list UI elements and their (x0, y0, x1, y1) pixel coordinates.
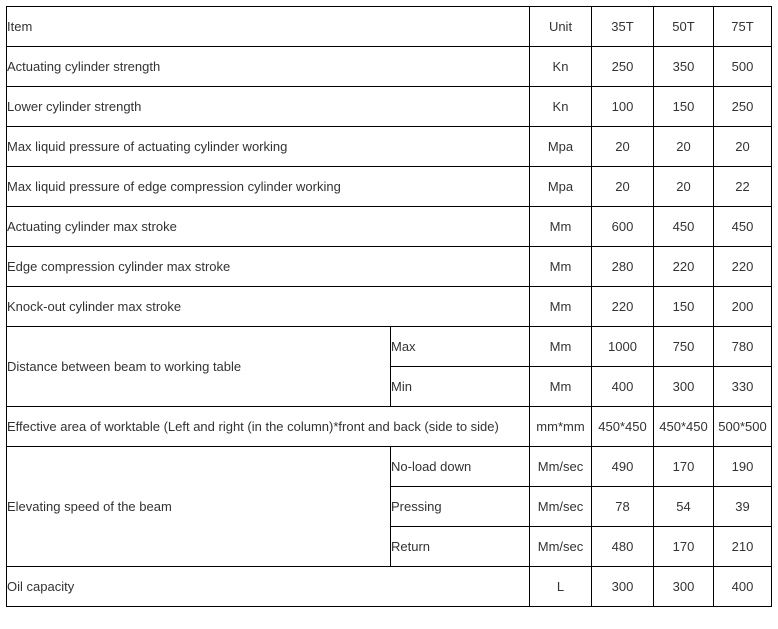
row-value: 1000 (592, 327, 654, 367)
row-value: 250 (714, 87, 772, 127)
row-unit: Kn (530, 87, 592, 127)
header-item: Item (7, 7, 530, 47)
row-item: Edge compression cylinder max stroke (7, 247, 530, 287)
row-unit: Mm (530, 207, 592, 247)
row-value: 600 (592, 207, 654, 247)
row-value: 750 (654, 327, 714, 367)
row-value: 400 (592, 367, 654, 407)
table-row (7, 47, 772, 87)
row-value: 350 (654, 47, 714, 87)
row-item: Actuating cylinder max stroke (7, 207, 530, 247)
row-unit: mm*mm (530, 407, 592, 447)
speed-item: Elevating speed of the beam (7, 447, 391, 567)
row-unit: Mm (530, 327, 592, 367)
row-item: Knock-out cylinder max stroke (7, 287, 530, 327)
row-value: 210 (714, 527, 772, 567)
row-item: Max liquid pressure of edge compression cylinder working (7, 167, 530, 207)
row-value: 220 (714, 247, 772, 287)
row-unit: Mm (530, 287, 592, 327)
row-value: 20 (654, 167, 714, 207)
header-model-35t: 35T (592, 7, 654, 47)
distance-sub-label: Max (391, 327, 530, 367)
row-item: Lower cylinder strength (7, 87, 530, 127)
row-value: 20 (714, 127, 772, 167)
speed-sub-label: Return (391, 527, 530, 567)
header-row (7, 7, 772, 47)
row-unit: Kn (530, 47, 592, 87)
row-value: 480 (592, 527, 654, 567)
row-value: 20 (654, 127, 714, 167)
row-value: 220 (654, 247, 714, 287)
row-value: 20 (592, 127, 654, 167)
row-value: 20 (592, 167, 654, 207)
header-unit: Unit (530, 7, 592, 47)
row-unit: Mm (530, 247, 592, 287)
distance-item: Distance between beam to working table (7, 327, 391, 407)
table-row (7, 127, 772, 167)
row-value: 22 (714, 167, 772, 207)
row-value: 450 (654, 207, 714, 247)
speed-sub-label: No-load down (391, 447, 530, 487)
row-value: 250 (592, 47, 654, 87)
row-unit: Mm/sec (530, 447, 592, 487)
row-value: 450*450 (654, 407, 714, 447)
row-value: 100 (592, 87, 654, 127)
row-value: 500*500 (714, 407, 772, 447)
row-unit: Mpa (530, 127, 592, 167)
row-value: 190 (714, 447, 772, 487)
row-value: 200 (714, 287, 772, 327)
row-value: 280 (592, 247, 654, 287)
speed-sub-label: Pressing (391, 487, 530, 527)
row-unit: L (530, 567, 592, 607)
spec-table (6, 6, 772, 607)
row-value: 490 (592, 447, 654, 487)
row-value: 170 (654, 447, 714, 487)
header-model-75t: 75T (714, 7, 772, 47)
header-model-50t: 50T (654, 7, 714, 47)
row-item: Max liquid pressure of actuating cylinder working (7, 127, 530, 167)
row-value: 170 (654, 527, 714, 567)
row-value: 300 (654, 567, 714, 607)
row-value: 220 (592, 287, 654, 327)
row-value: 78 (592, 487, 654, 527)
table-row (7, 327, 772, 367)
row-unit: Mm (530, 367, 592, 407)
row-value: 330 (714, 367, 772, 407)
table-row (7, 247, 772, 287)
row-value: 150 (654, 87, 714, 127)
row-value: 150 (654, 287, 714, 327)
table-row (7, 447, 772, 487)
row-value: 450*450 (592, 407, 654, 447)
row-item: Actuating cylinder strength (7, 47, 530, 87)
row-value: 39 (714, 487, 772, 527)
area-item: Effective area of worktable (Left and right (in the column)*front and back (side to side) (7, 407, 530, 447)
table-row (7, 407, 772, 447)
table-row (7, 567, 772, 607)
row-value: 450 (714, 207, 772, 247)
row-value: 54 (654, 487, 714, 527)
distance-sub-label: Min (391, 367, 530, 407)
table-row (7, 167, 772, 207)
row-value: 300 (654, 367, 714, 407)
oil-item: Oil capacity (7, 567, 530, 607)
row-value: 300 (592, 567, 654, 607)
table-row (7, 87, 772, 127)
row-value: 780 (714, 327, 772, 367)
row-unit: Mpa (530, 167, 592, 207)
row-unit: Mm/sec (530, 487, 592, 527)
row-value: 500 (714, 47, 772, 87)
table-row (7, 207, 772, 247)
row-unit: Mm/sec (530, 527, 592, 567)
row-value: 400 (714, 567, 772, 607)
table-row (7, 287, 772, 327)
